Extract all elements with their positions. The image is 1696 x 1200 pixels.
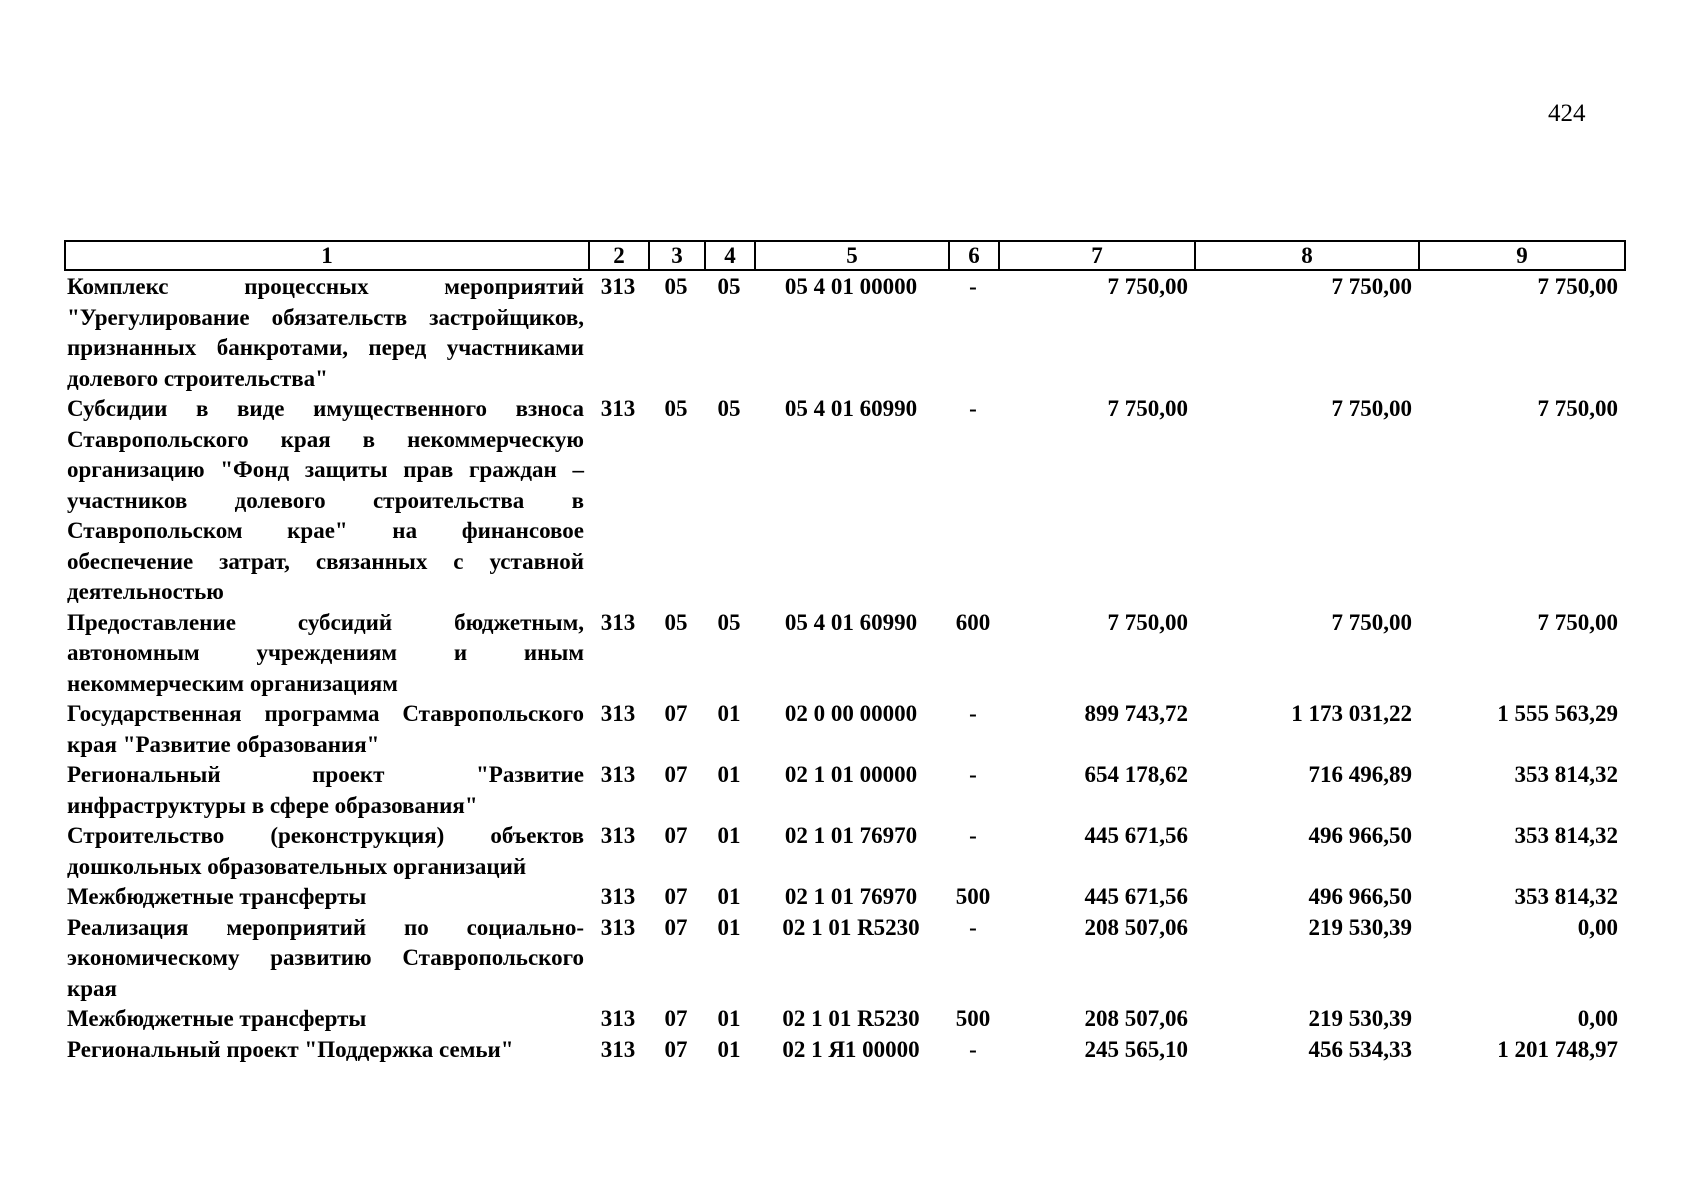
row-amount-7: 208 507,06: [1084, 1006, 1188, 1031]
table-row: [64, 913, 1624, 1005]
row-code-3: 07: [664, 884, 688, 909]
row-amount-8: 7 750,00: [1331, 609, 1412, 635]
row-code-5: 02 1 01 R5230: [782, 914, 920, 940]
row-code-4: 01: [717, 1036, 741, 1062]
row-amount-9: 353 814,32: [1514, 823, 1618, 848]
row-code-4: 05: [717, 396, 741, 421]
row-code-6: 600: [955, 609, 991, 635]
row-code-4: 01: [717, 762, 741, 787]
row-amount-7: 7 750,00: [1107, 396, 1188, 421]
column-number-header: [64, 240, 1626, 271]
row-description: Межбюджетные трансферты: [67, 1006, 367, 1031]
row-code-3: 07: [664, 762, 688, 787]
row-amount-9: 7 750,00: [1537, 274, 1618, 299]
row-amount-8: 1 173 031,22: [1291, 701, 1412, 726]
row-code-6: -: [969, 274, 977, 299]
table-row: [64, 699, 1624, 760]
row-code-6: -: [969, 914, 977, 940]
row-code-5: 02 1 01 00000: [784, 762, 918, 787]
header-col-7: 7: [999, 241, 1195, 270]
row-description: Строительство (реконструкция) объектов дошкольных образовательных организаций: [67, 823, 584, 879]
header-col-5: 5: [755, 241, 949, 270]
header-col-1: 1: [65, 241, 589, 270]
row-amount-7: 7 750,00: [1107, 609, 1188, 635]
row-code-2: 313: [600, 762, 636, 787]
row-code-5: 02 1 Я1 00000: [782, 1036, 920, 1062]
row-amount-7: 445 671,56: [1084, 823, 1188, 848]
header-col-3: 3: [649, 241, 705, 270]
row-code-3: 05: [664, 274, 688, 299]
row-code-3: 07: [664, 1006, 688, 1031]
table-row: [64, 760, 1624, 821]
row-code-6: 500: [955, 884, 991, 909]
row-amount-7: 208 507,06: [1084, 914, 1188, 940]
row-code-3: 07: [664, 823, 688, 848]
row-description: Государственная программа Ставропольского края "Развитие образования": [67, 701, 584, 757]
row-code-6: -: [969, 701, 977, 726]
row-amount-8: 219 530,39: [1308, 914, 1412, 940]
row-code-6: -: [969, 762, 977, 787]
row-amount-8: 219 530,39: [1308, 1006, 1412, 1031]
header-col-8: 8: [1195, 241, 1419, 270]
row-description: Предоставление субсидий бюджетным, автономным учреждениям и иным некоммерческим организациям: [67, 609, 584, 696]
header-col-6: 6: [949, 241, 999, 270]
row-description: Реализация мероприятий по социально-экономическому развитию Ставропольского края: [67, 914, 584, 1001]
row-amount-7: 445 671,56: [1084, 884, 1188, 909]
row-amount-9: 7 750,00: [1537, 396, 1618, 421]
row-amount-9: 7 750,00: [1537, 609, 1618, 635]
table-row: [64, 394, 1624, 608]
row-description: Региональный проект "Развитие инфраструктуры в сфере образования": [67, 762, 584, 818]
row-amount-7: 7 750,00: [1107, 274, 1188, 299]
row-code-5: 05 4 01 60990: [784, 609, 918, 635]
row-code-6: -: [969, 823, 977, 848]
row-amount-7: 245 565,10: [1084, 1036, 1188, 1062]
budget-table: [64, 272, 1624, 1065]
row-code-4: 01: [717, 914, 741, 940]
row-code-2: 313: [600, 274, 636, 299]
row-code-2: 313: [600, 914, 636, 940]
header-col-4: 4: [705, 241, 755, 270]
row-code-4: 01: [717, 1006, 741, 1031]
row-code-5: 05 4 01 00000: [784, 274, 918, 299]
row-description: Субсидии в виде имущественного взноса Ставропольского края в некоммерческую организацию "Фонд защиты прав граждан – участников долевого строительства в Ставропольском крае" на финансовое обеспечение затрат, связанных с уставной деятельностью: [67, 396, 584, 604]
row-description: Региональный проект "Поддержка семьи": [67, 1036, 514, 1062]
row-code-4: 05: [717, 274, 741, 299]
row-amount-9: 0,00: [1577, 1006, 1618, 1031]
row-code-3: 05: [664, 396, 688, 421]
row-code-6: -: [969, 396, 977, 421]
page-number: 424: [1548, 100, 1586, 127]
table-row: [64, 882, 1624, 913]
row-description: Комплекс процессных мероприятий "Урегулирование обязательств застройщиков, признанных банкротами, перед участниками долевого строительства": [67, 274, 584, 391]
row-code-2: 313: [600, 609, 636, 635]
row-code-2: 313: [600, 1036, 636, 1062]
row-amount-9: 1 201 748,97: [1497, 1036, 1618, 1062]
row-code-4: 01: [717, 884, 741, 909]
row-amount-9: 353 814,32: [1514, 884, 1618, 909]
row-amount-8: 496 966,50: [1308, 884, 1412, 909]
row-code-5: 02 1 01 R5230: [782, 1006, 920, 1031]
table-row: [64, 1004, 1624, 1035]
row-code-2: 313: [600, 701, 636, 726]
row-code-6: -: [969, 1036, 977, 1062]
row-code-3: 05: [664, 609, 688, 635]
row-code-5: 02 0 00 00000: [784, 701, 918, 726]
row-code-3: 07: [664, 914, 688, 940]
row-amount-7: 654 178,62: [1084, 762, 1188, 787]
row-amount-9: 0,00: [1577, 914, 1618, 940]
row-code-5: 05 4 01 60990: [784, 396, 918, 421]
header-col-9: 9: [1419, 241, 1625, 270]
row-code-5: 02 1 01 76970: [784, 823, 918, 848]
row-amount-7: 899 743,72: [1084, 701, 1188, 726]
table-row: [64, 1035, 1624, 1066]
row-amount-8: 496 966,50: [1308, 823, 1412, 848]
table-row: [64, 608, 1624, 700]
row-amount-9: 1 555 563,29: [1497, 701, 1618, 726]
table-row: [64, 272, 1624, 394]
row-code-2: 313: [600, 1006, 636, 1031]
header-col-2: 2: [589, 241, 649, 270]
row-amount-8: 7 750,00: [1331, 396, 1412, 421]
row-amount-9: 353 814,32: [1514, 762, 1618, 787]
row-amount-8: 7 750,00: [1331, 274, 1412, 299]
row-code-2: 313: [600, 823, 636, 848]
row-code-4: 01: [717, 823, 741, 848]
row-code-3: 07: [664, 701, 688, 726]
row-code-2: 313: [600, 884, 636, 909]
row-code-4: 01: [717, 701, 741, 726]
row-amount-8: 456 534,33: [1308, 1036, 1412, 1062]
row-code-4: 05: [717, 609, 741, 635]
table-row: [64, 821, 1624, 882]
row-code-3: 07: [664, 1036, 688, 1062]
row-description: Межбюджетные трансферты: [67, 884, 367, 909]
row-amount-8: 716 496,89: [1308, 762, 1412, 787]
row-code-2: 313: [600, 396, 636, 421]
row-code-5: 02 1 01 76970: [784, 884, 918, 909]
row-code-6: 500: [955, 1006, 991, 1031]
